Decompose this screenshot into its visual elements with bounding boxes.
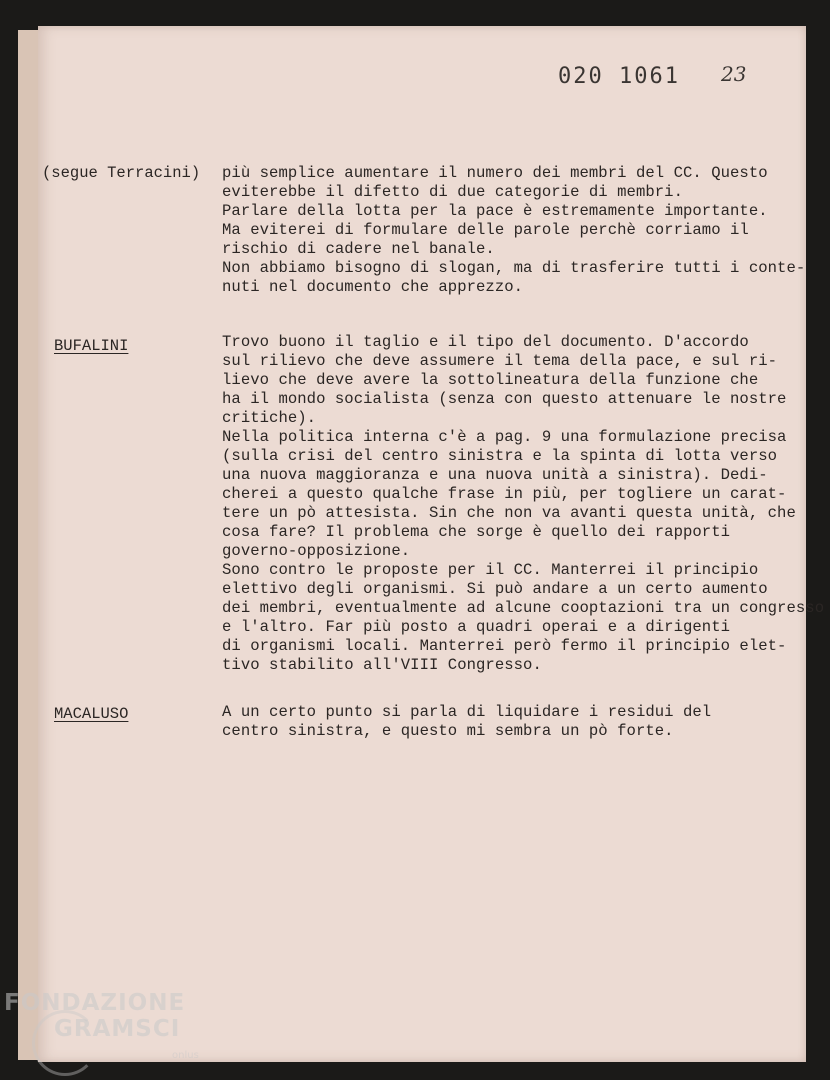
watermark <box>4 990 185 1042</box>
speaker-label: BUFALINI <box>54 337 129 355</box>
text-line: governo-opposizione. <box>222 542 411 560</box>
text-line: sul rilievo che deve assumere il tema della pace, e sul ri- <box>222 352 778 370</box>
text-line: rischio di cadere nel banale. <box>222 240 495 258</box>
speaker-label: MACALUSO <box>54 705 129 723</box>
text-line: Ma eviterei di formulare delle parole perchè corriamo il <box>222 221 749 239</box>
text-line: critiche). <box>222 409 317 427</box>
text-line: nuti nel documento che apprezzo. <box>222 278 524 296</box>
text-line: tivo stabilito all'VIII Congresso. <box>222 656 542 674</box>
page-number: 23 <box>721 62 747 86</box>
text-line: dei membri, eventualmente ad alcune cooptazioni tra un congresso <box>222 599 825 617</box>
text-line: di organismi locali. Manterrei però fermo il principio elet- <box>222 637 787 655</box>
text-line: lievo che deve avere la sottolineatura della funzione che <box>222 371 759 389</box>
text-line: (sulla crisi del centro sinistra e la spinta di lotta verso <box>222 447 778 465</box>
text-line: Nella politica interna c'è a pag. 9 una formulazione precisa <box>222 428 787 446</box>
watermark-line2: GRAMSCI <box>54 1016 181 1042</box>
text-line: cherei a questo qualche frase in più, per togliere un carat- <box>222 485 787 503</box>
text-line: Sono contro le proposte per il CC. Manterrei il principio <box>222 561 759 579</box>
text-line: una nuova maggioranza e una nuova unità a sinistra). Dedi- <box>222 466 768 484</box>
text-line: A un certo punto si parla di liquidare i residui del <box>222 703 712 721</box>
archive-number: 020 1061 <box>558 64 680 89</box>
bleed-through-text <box>240 300 681 317</box>
text-line: Non abbiamo bisogno di slogan, ma di trasferire tutti i conte- <box>222 259 806 277</box>
text-line: Trovo buono il taglio e il tipo del documento. D'accordo <box>222 333 749 351</box>
speaker-label: (segue Terracini) <box>42 164 201 182</box>
watermark-line1: FONDAZIONE <box>4 990 186 1016</box>
text-line: centro sinistra, e questo mi sembra un pò forte. <box>222 722 674 740</box>
text-line: e l'altro. Far più posto a quadri operai e a dirigenti <box>222 618 731 636</box>
text-line: elettivo degli organismi. Si può andare a un certo aumento <box>222 580 768 598</box>
watermark-line3: onlus <box>172 1050 199 1061</box>
text-line: Parlare della lotta per la pace è estremamente importante. <box>222 202 768 220</box>
text-line: cosa fare? Il problema che sorge è quello dei rapporti <box>222 523 731 541</box>
text-line: eviterebbe il difetto di due categorie di membri. <box>222 183 683 201</box>
text-line: tere un pò attesista. Sin che non va avanti questa unità, che <box>222 504 796 522</box>
text-line: più semplice aumentare il numero dei membri del CC. Questo <box>222 164 768 182</box>
text-line: ha il mondo socialista (senza con questo attenuare le nostre <box>222 390 787 408</box>
